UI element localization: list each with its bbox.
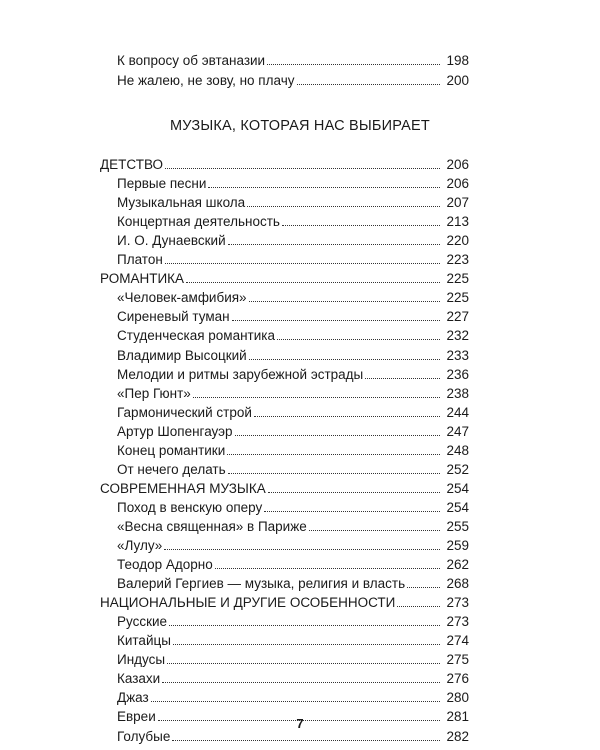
toc-leader-dots bbox=[267, 46, 440, 65]
toc-entry-page: 244 bbox=[446, 404, 469, 420]
toc-leader-dots bbox=[215, 550, 441, 569]
toc-entry-title: СОВРЕМЕННАЯ МУЗЫКА bbox=[100, 480, 266, 496]
toc-entry-title: НАЦИОНАЛЬНЫЕ И ДРУГИЕ ОСОБЕННОСТИ bbox=[100, 595, 396, 611]
toc-entry-title: Студенческая романтика bbox=[117, 328, 275, 344]
toc-entry-title: Валерий Гергиев — музыка, религия и власть bbox=[117, 576, 406, 592]
toc-entry-title: Поход в венскую оперу bbox=[117, 499, 263, 515]
toc-entry-page: 273 bbox=[446, 614, 469, 630]
toc-entry-title: Конец романтики bbox=[117, 442, 226, 458]
toc-entry-title: Теодор Адорно bbox=[117, 557, 213, 573]
toc-leader-dots bbox=[169, 607, 440, 626]
toc-entry-title: Музыкальная школа bbox=[117, 195, 246, 211]
toc-entry-page: 268 bbox=[446, 576, 469, 592]
toc-entry-title: Концертная деятельность bbox=[117, 214, 280, 230]
toc-entry-page: 248 bbox=[446, 442, 469, 458]
toc-entry-title: Не жалею, не зову, но плачу bbox=[117, 73, 295, 88]
toc-entry-title: Евреи bbox=[117, 709, 156, 725]
toc-entry-page: 206 bbox=[446, 176, 469, 192]
toc-entry-title: ДЕТСТВО bbox=[100, 157, 163, 172]
toc-entry-page: 233 bbox=[446, 347, 469, 363]
toc-entry-page: 223 bbox=[446, 252, 469, 268]
toc-leader-dots bbox=[173, 626, 441, 645]
toc-entry-title: Казахи bbox=[117, 671, 161, 687]
page-number: 7 bbox=[296, 716, 304, 731]
toc-entry-title: Мелодии и ритмы зарубежной эстрады bbox=[117, 366, 364, 382]
toc-leader-dots bbox=[162, 664, 440, 683]
toc-entry-title: Артур Шопенгауэр bbox=[117, 423, 233, 439]
toc-entry-page: 252 bbox=[446, 461, 469, 477]
toc-leader-dots bbox=[365, 360, 440, 379]
toc-leader-dots bbox=[164, 531, 440, 550]
toc-entry-title: Платон bbox=[117, 252, 163, 268]
toc-leader-dots bbox=[186, 264, 440, 283]
toc-leader-dots bbox=[167, 645, 440, 664]
section-heading: МУЗЫКА, КОТОРАЯ НАС ВЫБИРАЕТ bbox=[170, 118, 430, 134]
toc-entry-page: 280 bbox=[446, 690, 469, 706]
toc-entry-title: Голубые bbox=[117, 728, 171, 744]
toc-leader-dots bbox=[268, 474, 441, 493]
toc-leader-dots bbox=[277, 321, 440, 340]
toc-leader-dots bbox=[232, 302, 441, 321]
toc-entry-title: «Лулу» bbox=[117, 538, 163, 553]
toc-entry-page: 232 bbox=[446, 328, 469, 344]
toc-leader-dots bbox=[249, 341, 441, 360]
toc-entry-page: 254 bbox=[446, 480, 469, 496]
toc-entry-title: Гармонический строй bbox=[117, 404, 252, 420]
toc-leader-dots bbox=[165, 245, 441, 264]
toc-entry-page: 220 bbox=[446, 233, 469, 249]
toc-entry-title: «Весна священная» в Париже bbox=[117, 518, 307, 534]
toc-entry-title: И. О. Дунаевский bbox=[117, 233, 226, 249]
toc-leader-dots bbox=[297, 66, 441, 85]
toc-entry-title: РОМАНТИКА bbox=[100, 271, 185, 287]
toc-entry-page: 213 bbox=[446, 214, 469, 230]
toc-leader-dots bbox=[282, 207, 441, 226]
toc-entry-page: 238 bbox=[446, 385, 469, 401]
toc-leader-dots bbox=[235, 417, 441, 436]
toc-entry-title: От нечего делать bbox=[117, 461, 226, 477]
toc-leader-dots bbox=[309, 512, 441, 531]
toc-leader-dots bbox=[264, 493, 440, 512]
toc-entry-page: 273 bbox=[446, 595, 469, 611]
toc-entry-page: 282 bbox=[446, 728, 469, 744]
toc-leader-dots bbox=[254, 398, 441, 417]
toc-entry-page: 276 bbox=[446, 671, 469, 687]
toc-leader-dots bbox=[208, 169, 440, 188]
toc-entry-page: 275 bbox=[446, 652, 469, 668]
toc-entry bbox=[117, 66, 469, 90]
toc-entry-page: 207 bbox=[446, 195, 469, 211]
toc-leader-dots bbox=[249, 283, 441, 302]
toc-leader-dots bbox=[193, 379, 441, 398]
toc-entry-title: Китайцы bbox=[117, 633, 171, 649]
toc-leader-dots bbox=[247, 188, 440, 207]
toc-entry-page: 274 bbox=[446, 633, 469, 649]
toc-entry-page: 200 bbox=[446, 73, 469, 88]
toc-leader-dots bbox=[407, 569, 440, 588]
toc-leader-dots bbox=[228, 226, 441, 245]
toc-entry-title: «Пер Гюнт» bbox=[117, 385, 191, 401]
toc-leader-dots bbox=[227, 436, 440, 455]
toc-entry-page: 255 bbox=[446, 518, 469, 534]
toc-entry-page: 198 bbox=[446, 53, 469, 68]
toc-entry-title: Владимир Высоцкий bbox=[117, 347, 247, 363]
toc-entry-title: «Человек-амфибия» bbox=[117, 290, 247, 306]
toc-leader-dots bbox=[397, 588, 440, 607]
toc-entry-page: 247 bbox=[446, 423, 469, 439]
toc-entry-page: 225 bbox=[446, 271, 469, 287]
toc-entry-page: 281 bbox=[446, 709, 469, 725]
toc-entry-title: Сиреневый туман bbox=[117, 309, 230, 325]
toc-entry-page: 206 bbox=[446, 157, 469, 172]
toc-entry-page: 225 bbox=[446, 290, 469, 306]
toc-leader-dots bbox=[165, 150, 440, 169]
toc-entry-page: 254 bbox=[446, 499, 469, 515]
toc-leader-dots bbox=[228, 455, 441, 474]
toc-entry-page: 227 bbox=[446, 309, 469, 325]
toc-entry-page: 259 bbox=[446, 538, 469, 553]
toc-entry-page: 262 bbox=[446, 557, 469, 573]
toc-entry-title: Джаз bbox=[117, 690, 149, 706]
toc-entry-title: К вопросу об эвтаназии bbox=[117, 53, 266, 68]
toc-entry-title: Русские bbox=[117, 614, 168, 630]
toc-leader-dots bbox=[151, 683, 441, 702]
toc-entry-title: Индусы bbox=[117, 652, 166, 668]
toc-entry-page: 236 bbox=[446, 366, 469, 382]
toc-entry-title: Первые песни bbox=[117, 176, 207, 192]
